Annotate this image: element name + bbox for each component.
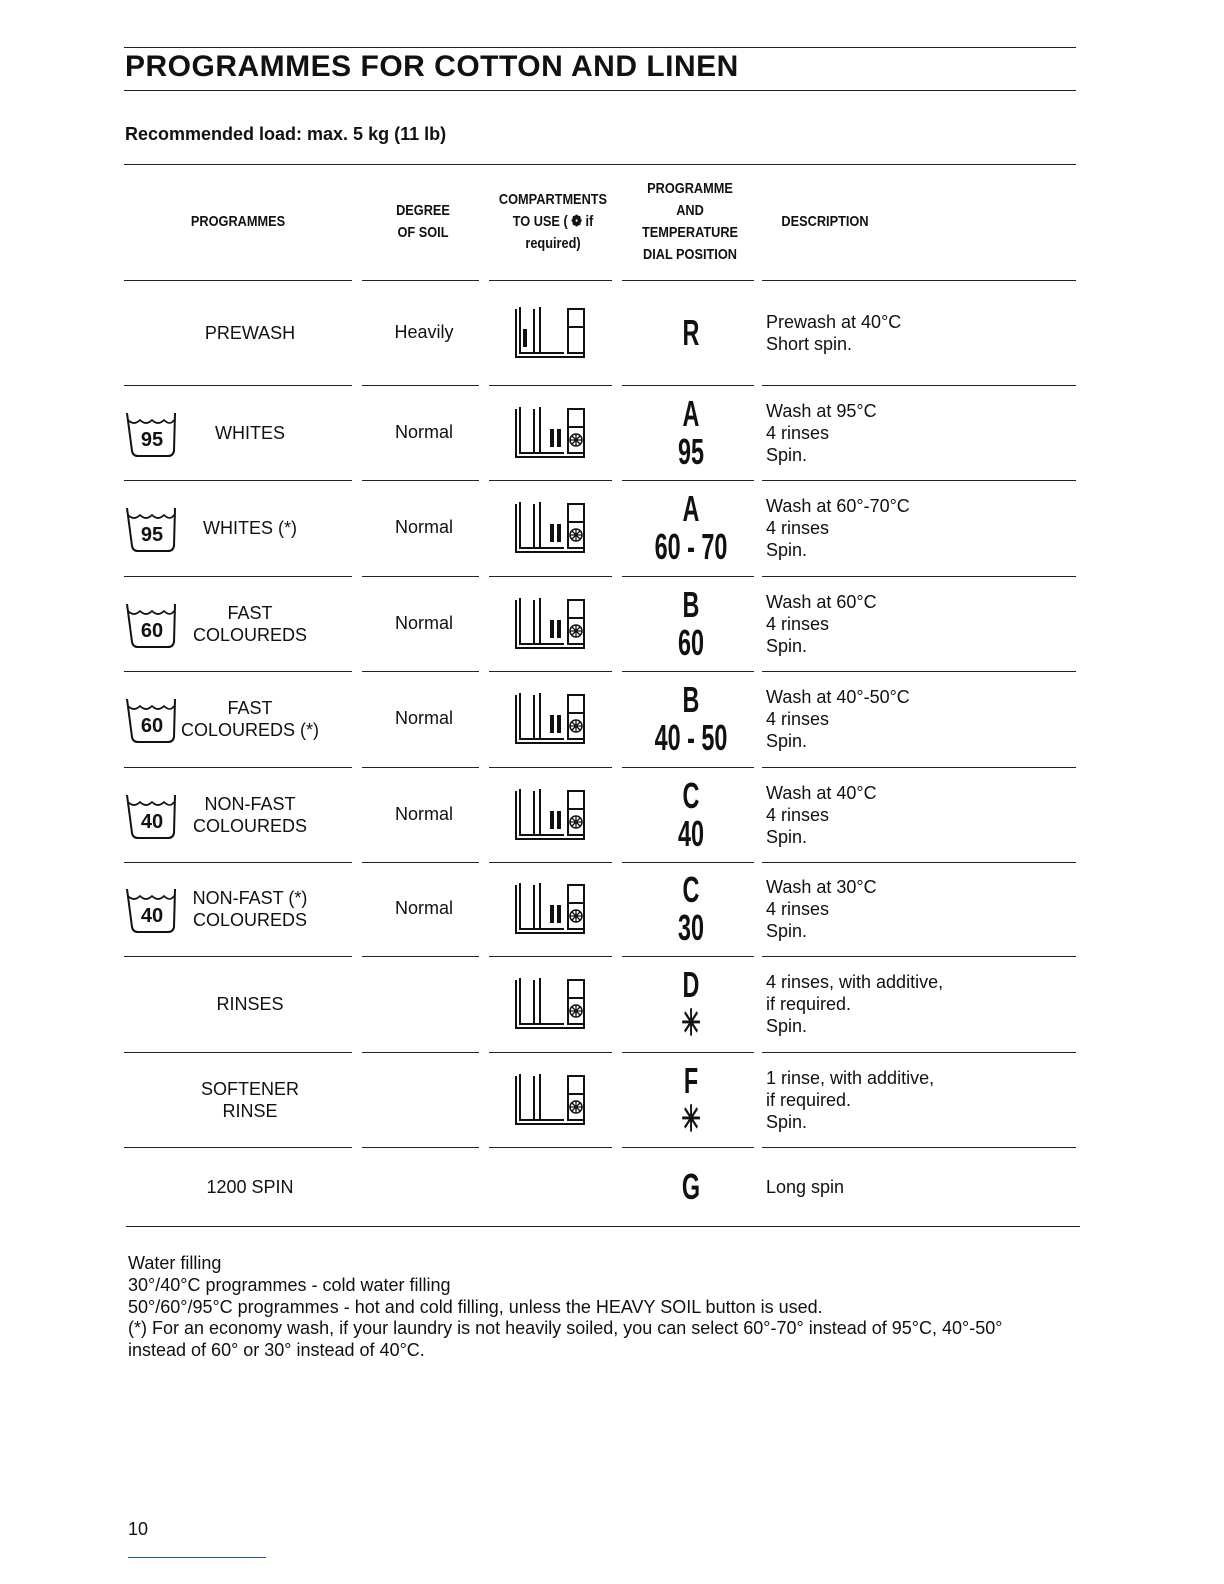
description-line: 4 rinses — [766, 804, 830, 825]
footer-line: 50°/60°/95°C programmes - hot and cold filling, unless the HEAVY SOIL button is used. — [128, 1296, 823, 1317]
row-rule — [762, 671, 1076, 672]
row-rule — [489, 1147, 612, 1148]
footer-line: Water filling — [128, 1253, 222, 1273]
dial-letter: C — [682, 869, 700, 910]
dial-position — [626, 1165, 756, 1207]
programme-name-line: COLOUREDS — [192, 910, 308, 930]
description-line: 4 rinses — [766, 422, 830, 443]
detergent-compartment-icon — [512, 1070, 592, 1130]
row-rule — [489, 862, 612, 863]
programme-name-line: FAST — [227, 698, 273, 718]
degree-of-soil: Normal — [394, 803, 453, 824]
programme-softener-rinse — [135, 1078, 365, 1122]
page-number: 10 — [128, 1519, 149, 1539]
wash-temperature-label: 60 — [140, 715, 164, 737]
description-line: Spin. — [766, 444, 808, 465]
programme-description — [766, 782, 877, 848]
programme-description — [766, 1067, 934, 1133]
row-rule — [762, 576, 1076, 577]
detergent-compartment-icon — [512, 879, 592, 939]
programme-name-line: NON-FAST — [204, 793, 296, 814]
degree-of-soil: Normal — [394, 517, 453, 537]
programme-description — [766, 591, 877, 657]
dial-position — [626, 311, 756, 353]
footer-line: (*) For an economy wash, if your laundry is not heavily soiled, you can select 60°-70° instead of 95°C, 40°-50° — [128, 1318, 1003, 1339]
programme-name-line: SOFTENER — [200, 1078, 299, 1099]
programme-name-line: COLOUREDS — [192, 815, 308, 836]
detergent-compartment-icon — [512, 689, 592, 749]
dial-letter: B — [682, 679, 700, 720]
programme-name-line: RINSES — [216, 994, 284, 1014]
description-line: Spin. — [766, 826, 808, 847]
dial-temperature: 60 — [677, 621, 705, 663]
description-line: Long spin — [766, 1176, 845, 1197]
programme-fast-coloureds — [135, 697, 365, 741]
dial-position — [626, 583, 756, 663]
footer-line: instead of 60° or 30° instead of 40°C. — [128, 1340, 425, 1361]
programme-description — [766, 876, 877, 942]
programme-whites — [135, 517, 365, 539]
row-rule — [622, 862, 754, 863]
row-rule — [124, 862, 352, 863]
row-rule — [762, 956, 1076, 957]
programme-prewash — [135, 322, 365, 344]
header-soil: DEGREE OF SOIL — [396, 202, 450, 241]
row-rule — [622, 956, 754, 957]
degree-of-soil: Normal — [394, 898, 453, 918]
dial-letter: B — [682, 583, 700, 625]
dial-position — [626, 681, 756, 757]
dial-position — [626, 490, 756, 566]
row-rule — [489, 385, 612, 386]
dial-letter: F — [683, 1059, 699, 1101]
row-rule — [762, 862, 1076, 863]
programme-name-line: 1200 SPIN — [206, 1176, 294, 1197]
programme-name-line: COLOUREDS (*) — [180, 720, 319, 740]
description-line: Short spin. — [766, 333, 853, 354]
row-rule — [362, 862, 479, 863]
description-line: Wash at 30°C — [766, 877, 877, 897]
description-line: Prewash at 40°C — [766, 311, 902, 332]
row-rule — [362, 385, 479, 386]
programme-description — [766, 495, 910, 561]
programme-description — [766, 1176, 844, 1198]
dial-position — [626, 871, 756, 947]
title-bottom-rule — [124, 90, 1076, 91]
wash-temperature-label: 60 — [140, 619, 164, 642]
dial-temperature: 40 - 50 — [654, 717, 728, 758]
row-rule — [762, 767, 1076, 768]
row-rule — [362, 1052, 479, 1053]
programme-rinses — [135, 993, 365, 1015]
row-rule — [762, 1147, 1076, 1148]
dial-letter: A — [682, 488, 700, 529]
row-rule — [124, 956, 352, 957]
detergent-compartment-icon — [512, 303, 592, 363]
row-rule — [762, 1052, 1076, 1053]
row-rule — [124, 385, 352, 386]
header-programmes: PROGRAMMES — [190, 213, 286, 230]
footer-line: 30°/40°C programmes - cold water filling — [128, 1274, 451, 1295]
detergent-compartment-icon — [512, 785, 592, 845]
row-rule — [124, 671, 352, 672]
table-top-rule — [124, 164, 1076, 165]
description-line: 4 rinses — [766, 518, 830, 538]
programme-name-line: RINSE — [222, 1100, 278, 1121]
dial-temperature: 60 - 70 — [654, 526, 728, 567]
programme-whites — [135, 422, 365, 444]
dial-temperature: 30 — [677, 907, 705, 948]
row-rule — [622, 1147, 754, 1148]
dial-letter: G — [681, 1165, 701, 1207]
description-line: Wash at 60°C — [766, 591, 877, 612]
description-line: Wash at 60°-70°C — [766, 496, 910, 516]
dial-position — [626, 774, 756, 854]
programme-description — [766, 686, 910, 752]
page-title: PROGRAMMES FOR COTTON AND LINEN — [125, 50, 739, 83]
description-line: Spin. — [766, 635, 808, 656]
dial-letter: R — [682, 311, 700, 353]
degree-of-soil: Normal — [394, 708, 453, 728]
programme-non-fast-coloureds — [135, 793, 365, 837]
programme-name-line: NON-FAST (*) — [192, 888, 308, 908]
row-rule — [762, 280, 1076, 281]
description-line: 1 rinse, with additive, — [766, 1067, 935, 1088]
programme-description — [766, 971, 943, 1037]
detergent-compartment-icon — [512, 403, 592, 463]
degree-of-soil: Normal — [394, 612, 453, 633]
page-number-rule — [128, 1557, 266, 1558]
description-line: 4 rinses — [766, 709, 830, 729]
programme-non-fast-coloureds — [135, 887, 365, 931]
recommended-load: Recommended load: max. 5 kg (11 lb) — [125, 124, 447, 144]
row-rule — [622, 1052, 754, 1053]
detergent-compartment-icon — [512, 594, 592, 654]
wash-temperature-label: 95 — [140, 524, 164, 546]
water-filling-notes — [128, 1253, 1088, 1362]
dial-position — [626, 392, 756, 472]
row-rule — [489, 280, 612, 281]
wash-temperature-label: 40 — [140, 810, 164, 833]
header-description: DESCRIPTION — [781, 213, 869, 230]
dial-letter: C — [682, 774, 700, 816]
description-line: Wash at 40°-50°C — [766, 687, 910, 707]
description-line: Spin. — [766, 540, 808, 560]
row-rule — [124, 280, 352, 281]
row-rule — [489, 767, 612, 768]
table-bottom-rule — [126, 1226, 1080, 1227]
wash-temperature-label: 40 — [140, 905, 164, 927]
row-rule — [489, 1052, 612, 1053]
detergent-compartment-icon — [512, 974, 592, 1034]
row-rule — [762, 385, 1076, 386]
dial-temperature: 40 — [677, 812, 705, 854]
row-rule — [489, 956, 612, 957]
row-rule — [622, 576, 754, 577]
description-line: 4 rinses — [766, 899, 830, 919]
programme-1200-spin — [135, 1176, 365, 1198]
row-rule — [124, 576, 352, 577]
description-line: 4 rinses — [766, 613, 830, 634]
row-rule — [362, 767, 479, 768]
dial-position — [626, 1059, 756, 1139]
row-rule — [489, 480, 612, 481]
row-rule — [622, 767, 754, 768]
description-line: Spin. — [766, 1016, 808, 1036]
description-line: Spin. — [766, 921, 808, 941]
wash-temperature-label: 95 — [140, 428, 164, 451]
degree-of-soil: Heavily — [394, 321, 454, 342]
dial-letter: D — [682, 964, 700, 1005]
title-top-rule — [124, 47, 1076, 48]
row-rule — [622, 385, 754, 386]
description-line: if required. — [766, 994, 852, 1014]
row-rule — [622, 280, 754, 281]
detergent-compartment-icon — [512, 498, 592, 558]
description-line: Wash at 40°C — [766, 782, 877, 803]
row-rule — [124, 480, 352, 481]
row-rule — [362, 671, 479, 672]
row-rule — [362, 956, 479, 957]
programme-name-line: FAST — [227, 602, 273, 623]
row-rule — [124, 767, 352, 768]
programme-name-line: WHITES — [215, 422, 285, 443]
row-rule — [362, 1147, 479, 1148]
description-line: Spin. — [766, 1111, 808, 1132]
dial-position — [626, 966, 756, 1042]
description-line: Spin. — [766, 731, 808, 751]
row-rule — [362, 576, 479, 577]
degree-of-soil: Normal — [394, 421, 453, 442]
programme-description — [766, 400, 877, 466]
dial-temperature: 95 — [677, 430, 705, 472]
programme-description — [766, 311, 901, 355]
row-rule — [362, 280, 479, 281]
row-rule — [124, 1147, 352, 1148]
dial-letter: A — [682, 392, 700, 434]
header-dial: PROGRAMME AND TEMPERATURE DIAL POSITION — [641, 180, 739, 263]
dial-temperature: ✳ — [681, 1097, 701, 1139]
row-rule — [489, 671, 612, 672]
programme-name-line: WHITES (*) — [203, 518, 297, 538]
description-line: 4 rinses, with additive, — [766, 972, 944, 992]
dial-temperature: ✳ — [681, 1002, 701, 1043]
row-rule — [762, 480, 1076, 481]
row-rule — [622, 480, 754, 481]
description-line: Wash at 95°C — [766, 400, 877, 421]
row-rule — [362, 480, 479, 481]
row-rule — [489, 576, 612, 577]
row-rule — [622, 671, 754, 672]
programme-name-line: PREWASH — [204, 322, 296, 343]
programme-name-line: COLOUREDS — [192, 624, 308, 645]
header-compartments: COMPARTMENTS TO USE ( ❁ if required) — [498, 191, 608, 252]
description-line: if required. — [766, 1089, 852, 1110]
programme-fast-coloureds — [135, 602, 365, 646]
row-rule — [124, 1052, 352, 1053]
